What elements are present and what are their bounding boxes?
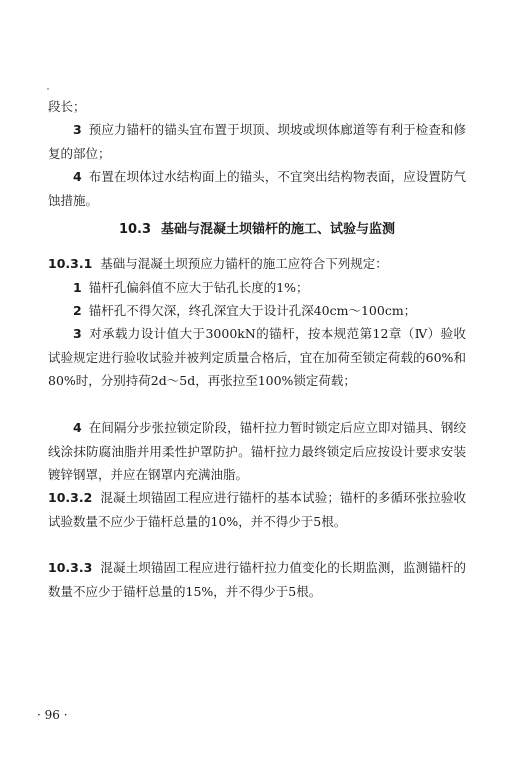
section-title: 基础与混凝土坝锚杆的施工、试验与监测 — [161, 222, 396, 237]
clause-item-3 — [48, 322, 466, 393]
item-text: 在间隔分步张拉锁定阶段，锚杆拉力暂时锁定后应立即对锚具、钢绞线涂抹防腐油脂并用柔性护罩防护。锚杆拉力最终锁定后应按设计要求安装镀锌钢罩，并应在钢罩内充满油脂。 — [48, 420, 466, 482]
item-number: 3 — [73, 326, 82, 341]
item-number: 3 — [73, 122, 82, 137]
paragraph-text: 段长； — [48, 99, 86, 114]
clause-item-4 — [48, 416, 466, 487]
item-number: 1 — [73, 280, 82, 295]
page-number: · 96 · — [37, 708, 68, 722]
list-item-3-anchor-head — [48, 118, 466, 165]
item-text: 预应力锚杆的锚头宜布置于坝顶、坝坡或坝体廊道等有利于检查和修复的部位； — [48, 122, 466, 161]
section-heading — [48, 218, 466, 242]
clause-text: 混凝土坝锚固工程应进行锚杆拉力值变化的长期监测，监测锚杆的数量不应少于锚杆总量的15%，并不得少于5根。 — [48, 560, 466, 599]
clause-item-1 — [48, 276, 466, 300]
clause-10-3-2 — [48, 486, 466, 533]
paragraph-continuation — [48, 95, 466, 119]
clause-number: 10.3.3 — [48, 560, 93, 575]
item-number: 2 — [73, 303, 82, 318]
clause-number: 10.3.2 — [48, 490, 93, 505]
item-text: 布置在坝体过水结构面上的锚头，不宜突出结构物表面，应设置防气蚀措施。 — [48, 169, 466, 208]
list-item-4-anchor-head — [48, 165, 466, 212]
section-number: 10.3 — [118, 222, 152, 237]
item-number: 4 — [73, 420, 82, 435]
clause-text: 混凝土坝锚固工程应进行锚杆的基本试验；锚杆的多循环张拉验收试验数量不应少于锚杆总量的10%，并不得少于5根。 — [48, 490, 466, 529]
clause-text: 基础与混凝土坝预应力锚杆的施工应符合下列规定： — [100, 256, 388, 271]
item-text: 锚杆孔不得欠深，终孔深宜大于设计孔深40cm～100cm； — [88, 303, 417, 318]
item-text: 锚杆孔偏斜值不应大于钻孔长度的1%； — [88, 280, 309, 295]
clause-10-3-1 — [48, 252, 466, 276]
clause-item-2 — [48, 299, 466, 323]
item-text: 对承载力设计值大于3000kN的锚杆，按本规范第12章（Ⅳ）验收试验规定进行验收试验并被判定质量合格后，宜在加荷至锁定荷载的60%和80%时，分别持荷2d～5d，再张拉至100%锁定荷载； — [48, 326, 466, 388]
clause-number: 10.3.1 — [48, 256, 93, 271]
clause-10-3-3 — [48, 556, 466, 603]
scan-speck — [47, 88, 49, 90]
item-number: 4 — [73, 169, 82, 184]
